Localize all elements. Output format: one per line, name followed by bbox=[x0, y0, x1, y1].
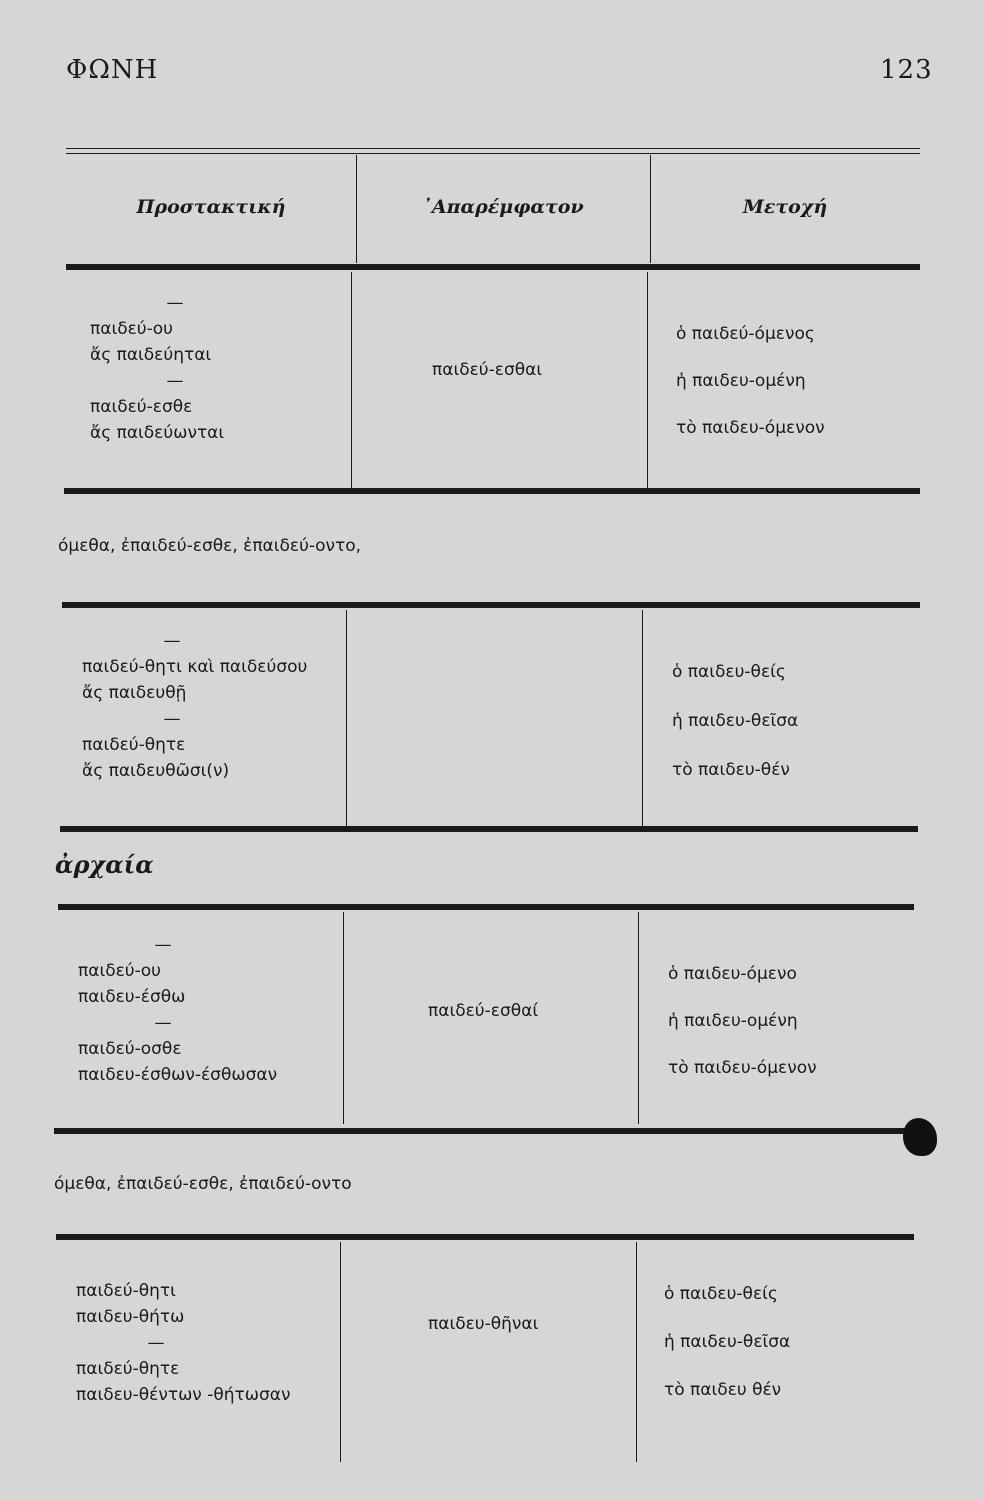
block1-divider-1 bbox=[351, 272, 352, 488]
block2-participle bbox=[672, 648, 798, 795]
block2-part-3: τὸ παιδευ-θέν bbox=[672, 760, 790, 780]
block3-imp-2: παιδεύ-ου bbox=[78, 961, 161, 981]
header-infinitive: ᾿Απαρέμφατον bbox=[422, 196, 584, 218]
block4-imp-1: παιδεύ-θητι bbox=[76, 1281, 176, 1301]
header-divider-2 bbox=[650, 155, 651, 263]
block1-infinitive: παιδεύ-εσθαι bbox=[432, 360, 543, 380]
block4-divider-1 bbox=[340, 1242, 341, 1462]
block3-rule bbox=[54, 1128, 918, 1134]
block4-imperative bbox=[76, 1278, 336, 1408]
block1-divider-2 bbox=[647, 272, 648, 488]
ink-blot bbox=[903, 1118, 937, 1156]
block3-participle bbox=[668, 950, 817, 1091]
top-rule bbox=[66, 148, 920, 149]
top-rule-2 bbox=[66, 153, 920, 154]
header-participle: Μετοχή bbox=[742, 196, 828, 218]
note1-rule bbox=[62, 602, 920, 608]
block2-divider-2 bbox=[642, 610, 643, 826]
block2-imp-1: — bbox=[163, 631, 181, 651]
block3-part-1: ὁ παιδευ-όμενο bbox=[668, 964, 797, 984]
block4-part-3: τὸ παιδευ θέν bbox=[664, 1380, 782, 1400]
header-imperative: Προστακτική bbox=[136, 196, 286, 218]
block2-imp-4: — bbox=[163, 709, 181, 729]
block3-divider-1 bbox=[343, 912, 344, 1124]
block4-imp-2: παιδευ-θήτω bbox=[76, 1307, 185, 1327]
block3-imp-3: παιδευ-έσθω bbox=[78, 987, 186, 1007]
block4-part-1: ὁ παιδευ-θείς bbox=[664, 1284, 778, 1304]
block2-imp-6: ἄς παιδευθῶσι(ν) bbox=[82, 761, 230, 781]
block2-imp-5: παιδεύ-θητε bbox=[82, 735, 186, 755]
header-rule bbox=[66, 264, 920, 270]
note-2: όμεθα, ἐπαιδεύ-εσθε, ἐπαιδεύ-οντο bbox=[54, 1174, 352, 1194]
block4-imp-3: — bbox=[147, 1333, 165, 1353]
block1-imp-1: — bbox=[166, 293, 184, 313]
block1-imp-5: παιδεύ-εσθε bbox=[90, 397, 193, 417]
section-title: ἀρχαία bbox=[55, 850, 154, 879]
running-title: ΦΩΝΗ bbox=[66, 55, 159, 85]
block4-divider-2 bbox=[636, 1242, 637, 1462]
block2-part-2: ἡ παιδευ-θεῖσα bbox=[672, 711, 799, 731]
note-1: όμεθα, ἐπαιδεύ-εσθε, ἐπαιδεύ-οντο, bbox=[58, 536, 362, 556]
block3-part-3: τὸ παιδευ-όμενον bbox=[668, 1058, 817, 1078]
block2-rule bbox=[60, 826, 918, 832]
block4-imp-5: παιδευ-θέντων -θήτωσαν bbox=[76, 1385, 291, 1405]
block1-part-2: ἡ παιδευ-ομένη bbox=[676, 371, 806, 391]
block1-part-3: τὸ παιδευ-όμενον bbox=[676, 418, 825, 438]
block1-rule bbox=[64, 488, 920, 494]
block1-imp-3: ἄς παιδεύηται bbox=[90, 345, 212, 365]
block4-infinitive: παιδευ-θῆναι bbox=[428, 1314, 539, 1334]
block3-imp-6: παιδευ-έσθων-έσθωσαν bbox=[78, 1065, 278, 1085]
block1-participle bbox=[676, 310, 825, 451]
page-number: 123 bbox=[880, 55, 933, 85]
block4-imp-4: παιδεύ-θητε bbox=[76, 1359, 180, 1379]
block1-imp-2: παιδεύ-ου bbox=[90, 319, 173, 339]
block4-part-2: ἡ παιδευ-θεῖσα bbox=[664, 1332, 791, 1352]
block1-imp-4: — bbox=[166, 371, 184, 391]
block3-part-2: ἡ παιδευ-ομένη bbox=[668, 1011, 798, 1031]
block3-imp-5: παιδεύ-οσθε bbox=[78, 1039, 182, 1059]
block3-imp-4: — bbox=[154, 1013, 172, 1033]
header-divider-1 bbox=[356, 155, 357, 263]
block2-imp-3: ἄς παιδευθῇ bbox=[82, 683, 187, 703]
note2-rule bbox=[56, 1234, 914, 1240]
block2-divider-1 bbox=[346, 610, 347, 826]
block2-imperative bbox=[82, 628, 352, 784]
block1-imp-6: ἄς παιδεύωνται bbox=[90, 423, 225, 443]
block1-imperative bbox=[90, 290, 260, 446]
section-rule bbox=[58, 904, 914, 910]
block2-imp-2: παιδεύ-θητι καὶ παιδεύσου bbox=[82, 657, 308, 677]
block1-part-1: ὁ παιδεύ-όμενος bbox=[676, 324, 815, 344]
block3-infinitive: παιδεύ-εσθαί bbox=[428, 1001, 539, 1021]
block4-participle bbox=[664, 1270, 790, 1414]
block3-imp-1: — bbox=[154, 935, 172, 955]
block3-divider-2 bbox=[638, 912, 639, 1124]
block2-part-1: ὁ παιδευ-θείς bbox=[672, 662, 786, 682]
block3-imperative bbox=[78, 932, 318, 1088]
